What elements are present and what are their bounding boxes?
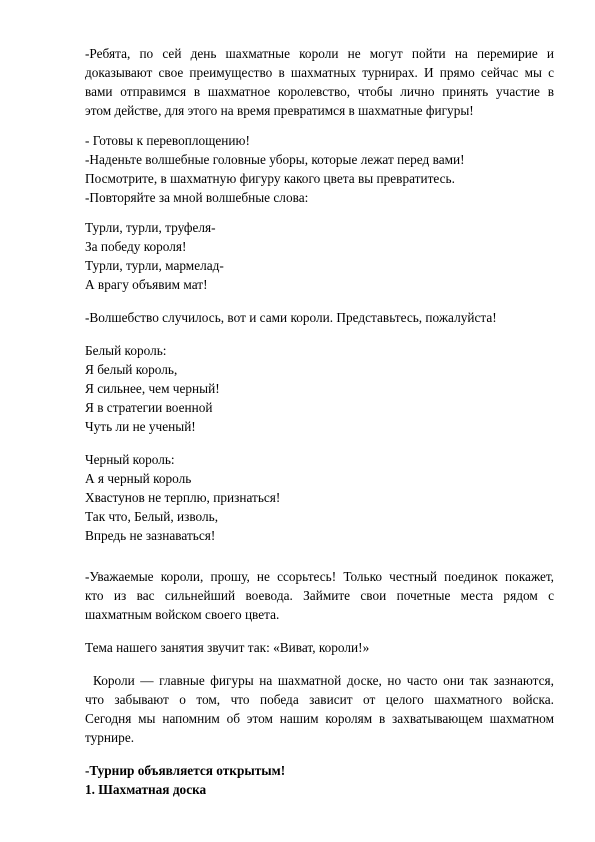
verse-line: Черный король:: [85, 452, 175, 467]
white-king-verse: [85, 341, 554, 436]
text-line: турнире.: [85, 730, 135, 745]
verse-line: Так что, Белый, изволь,: [85, 509, 219, 524]
text-line: этом действе, для этого на время превратимся в шахматные фигуры!: [85, 103, 474, 118]
intro-paragraph: [85, 44, 554, 120]
verse-line: Турли, турли, мармелад-: [85, 258, 224, 273]
theme-line: Тема нашего занятия звучит так: «Виват, короли!»: [85, 640, 370, 655]
tournament-open-heading: -Турнир объявляется открытым!: [85, 763, 286, 778]
text-line: кто из вас сильнейший воевода. Займите свои почетные места рядом с: [85, 588, 554, 603]
spell-verse: [85, 218, 554, 294]
verse-line: Я белый король,: [85, 362, 178, 377]
text-line: -Повторяйте за мной волшебные слова:: [85, 190, 309, 205]
transform-paragraph: [85, 131, 554, 207]
verse-line: Я в стратегии военной: [85, 400, 213, 415]
text-line: шахматным войском своего цвета.: [85, 607, 280, 622]
text-line: вами отправимся в шахматное королевство, чтобы лично принять участие в: [85, 84, 554, 99]
section-heading-chessboard: 1. Шахматная доска: [85, 782, 207, 797]
verse-line: За победу короля!: [85, 239, 187, 254]
verse-line: Белый король:: [85, 343, 167, 358]
document-page: [85, 44, 554, 799]
text-line: Сегодня мы напомним об этом нашим королям в захватывающем шахматном: [85, 711, 554, 726]
text-line: что забывают о том, что победа зависит от целого шахматного войска.: [85, 692, 554, 707]
verse-line: А врагу объявим мат!: [85, 277, 208, 292]
magic-line: -Волшебство случилось, вот и сами короли. Представьтесь, пожалуйста!: [85, 310, 497, 325]
verse-line: Турли, турли, труфеля-: [85, 220, 216, 235]
text-line: -Уважаемые короли, прошу, не ссорьтесь! Только честный поединок покажет,: [85, 569, 554, 584]
verse-line: Чуть ли не ученый!: [85, 419, 196, 434]
kings-request-paragraph: [85, 567, 554, 624]
text-line: - Готовы к перевоплощению!: [85, 133, 250, 148]
verse-line: А я черный король: [85, 471, 192, 486]
text-line: Посмотрите, в шахматную фигуру какого цвета вы превратитесь.: [85, 171, 455, 186]
text-line: -Наденьте волшебные головные уборы, которые лежат перед вами!: [85, 152, 465, 167]
kings-note-paragraph: [85, 671, 554, 747]
black-king-verse: [85, 450, 554, 545]
text-line: Короли — главные фигуры на шахматной доске, но часто они так зазнаются,: [93, 673, 554, 688]
text-line: -Ребята, по сей день шахматные короли не могут пойти на перемирие и: [85, 46, 554, 61]
text-line: доказывают свое преимущество в шахматных турнирах. И прямо сейчас мы с: [85, 65, 554, 80]
verse-line: Я сильнее, чем черный!: [85, 381, 220, 396]
verse-line: Впредь не зазнаваться!: [85, 528, 216, 543]
verse-line: Хвастунов не терплю, признаться!: [85, 490, 281, 505]
